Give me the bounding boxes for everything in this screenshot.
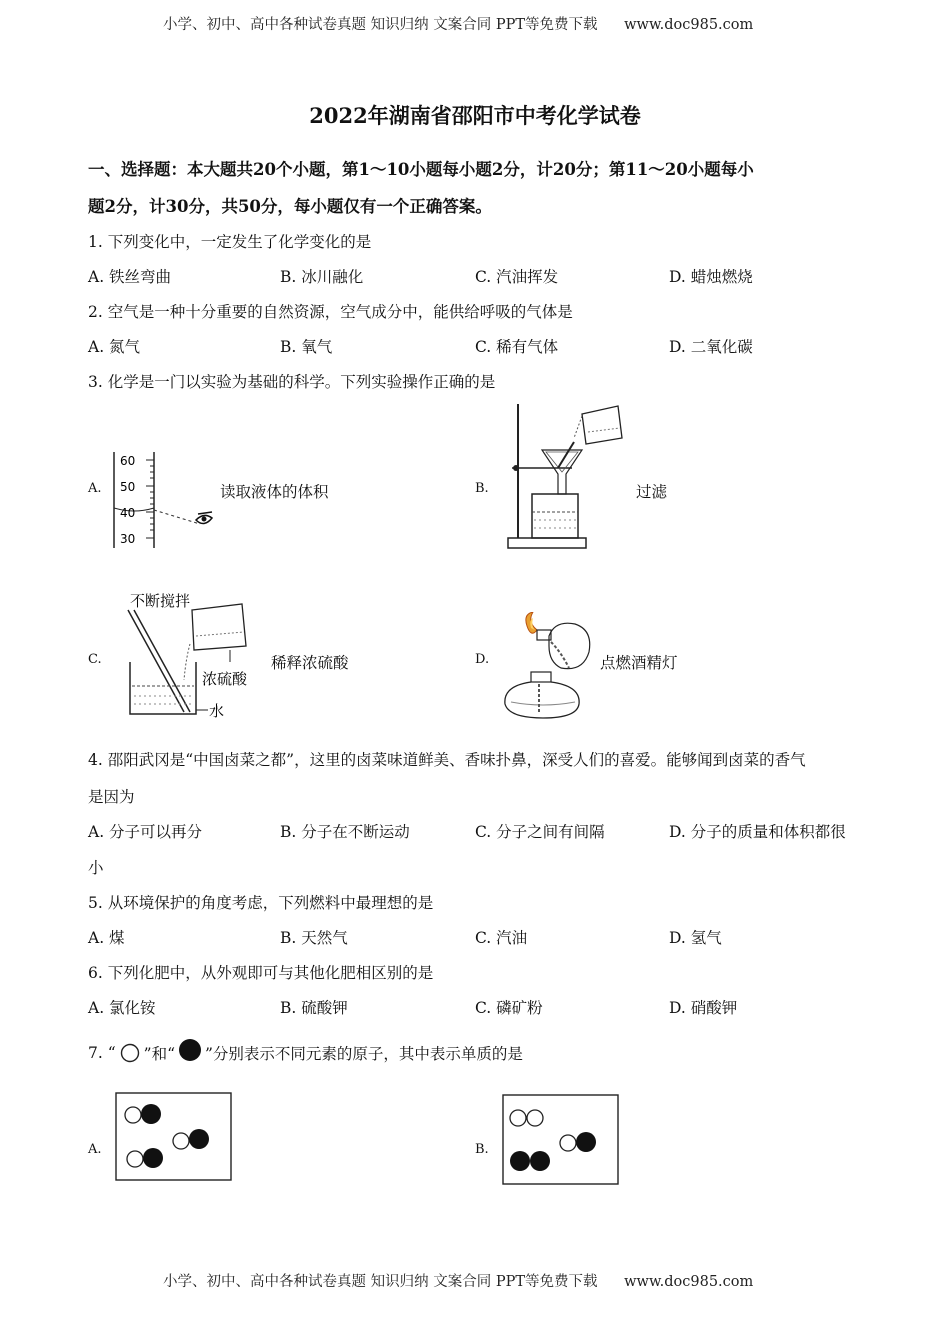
filtration-apparatus-figure <box>500 402 630 552</box>
question-7-stem <box>88 1042 523 1064</box>
q3-option-c-caption: 稀释浓硫酸 <box>271 654 349 672</box>
label-acid: 浓硫酸 <box>202 670 248 688</box>
q7-option-a-molecule-box <box>115 1092 233 1182</box>
section-heading-line2: 题2分，计30分，共50分，每小题仅有一个正确答案。 <box>88 197 492 216</box>
q1-option-a: A. 铁丝弯曲 <box>88 268 172 286</box>
question-1-stem: 1. 下列变化中，一定发生了化学变化的是 <box>88 233 372 251</box>
scale-label-60: 60 <box>120 454 136 468</box>
exam-title: 2022年湖南省邵阳市中考化学试卷 <box>309 103 641 128</box>
question-4-stem-line1: 4. 邵阳武冈是“中国卤菜之都”，这里的卤菜味道鲜美、香味扑鼻，深受人们的喜爱。能够闻到卤菜的香气 <box>88 751 806 769</box>
q7-option-b-molecule-box <box>502 1094 620 1186</box>
q7-option-b-letter: B. <box>475 1142 489 1157</box>
question-4-stem-line2: 是因为 <box>88 788 135 806</box>
q4-option-c: C. 分子之间有间隔 <box>475 823 605 841</box>
header-url[interactable]: www.doc985.com <box>624 17 754 33</box>
q3-option-a-caption: 读取液体的体积 <box>220 483 329 501</box>
q2-option-d: D. 二氧化碳 <box>669 338 753 356</box>
header-text: 小学、初中、高中各种试卷真题 知识归纳 文案合同 PPT等免费下载 <box>163 17 598 33</box>
footer-text: 小学、初中、高中各种试卷真题 知识归纳 文案合同 PPT等免费下载 <box>163 1274 598 1290</box>
section-heading-line1: 一、选择题：本大题共20个小题，第1～10小题每小题2分，计20分；第11～20小题每小 <box>88 160 754 179</box>
q7-stem-part1: 7. “ <box>88 1044 116 1062</box>
graduated-cylinder-figure <box>112 452 222 552</box>
q7-stem-part3: ”分别表示不同元素的原子，其中表示单质的是 <box>205 1045 523 1063</box>
q4-option-a: A. 分子可以再分 <box>88 823 203 841</box>
label-stir: 不断搅拌 <box>130 592 191 610</box>
q3-option-b-caption: 过滤 <box>636 483 668 501</box>
q1-option-d: D. 蜡烛燃烧 <box>669 268 753 286</box>
footer-url[interactable]: www.doc985.com <box>624 1274 754 1290</box>
scale-label-50: 50 <box>120 480 136 494</box>
q7-option-a-letter: A. <box>88 1142 102 1157</box>
q5-option-b: B. 天然气 <box>280 929 348 947</box>
q3-option-d-letter: D. <box>475 652 490 667</box>
alcohol-lamp-figure <box>497 612 597 720</box>
q2-option-a: A. 氮气 <box>88 338 141 356</box>
black-atom-icon <box>177 1037 203 1063</box>
q2-option-b: B. 氧气 <box>280 338 333 356</box>
scale-label-40: 40 <box>120 506 136 520</box>
question-6-stem: 6. 下列化肥中，从外观即可与其他化肥相区别的是 <box>88 964 434 982</box>
q3-option-d-caption: 点燃酒精灯 <box>600 654 678 672</box>
eye-icon <box>196 512 212 524</box>
q3-option-c-letter: C. <box>88 652 102 667</box>
q5-option-c: C. 汽油 <box>475 929 528 947</box>
q4-option-b: B. 分子在不断运动 <box>280 823 410 841</box>
q4-option-d: D. 分子的质量和体积都很 <box>669 823 846 841</box>
q5-option-d: D. 氢气 <box>669 929 722 947</box>
q6-option-b: B. 硫酸钾 <box>280 999 348 1017</box>
q2-option-c: C. 稀有气体 <box>475 338 559 356</box>
q4-option-d-overflow: 小 <box>88 859 104 877</box>
question-2-stem: 2. 空气是一种十分重要的自然资源，空气成分中，能供给呼吸的气体是 <box>88 303 573 321</box>
q5-option-a: A. 煤 <box>88 929 125 947</box>
page-footer <box>163 1270 753 1291</box>
white-atom-icon <box>119 1042 141 1064</box>
q3-option-b-letter: B. <box>475 481 489 496</box>
page-header <box>163 13 753 34</box>
q7-stem-part2: ”和“ <box>143 1045 175 1063</box>
q1-option-b: B. 冰川融化 <box>280 268 364 286</box>
scale-label-30: 30 <box>120 532 136 546</box>
question-3-stem: 3. 化学是一门以实验为基础的科学。下列实验操作正确的是 <box>88 373 496 391</box>
label-water: 水 <box>209 702 225 720</box>
q6-option-a: A. 氯化铵 <box>88 999 156 1017</box>
q6-option-c: C. 磷矿粉 <box>475 999 543 1017</box>
q6-option-d: D. 硝酸钾 <box>669 999 738 1017</box>
q1-option-c: C. 汽油挥发 <box>475 268 559 286</box>
dilute-acid-figure <box>112 588 262 720</box>
question-5-stem: 5. 从环境保护的角度考虑，下列燃料中最理想的是 <box>88 894 434 912</box>
q3-option-a-letter: A. <box>88 481 102 496</box>
